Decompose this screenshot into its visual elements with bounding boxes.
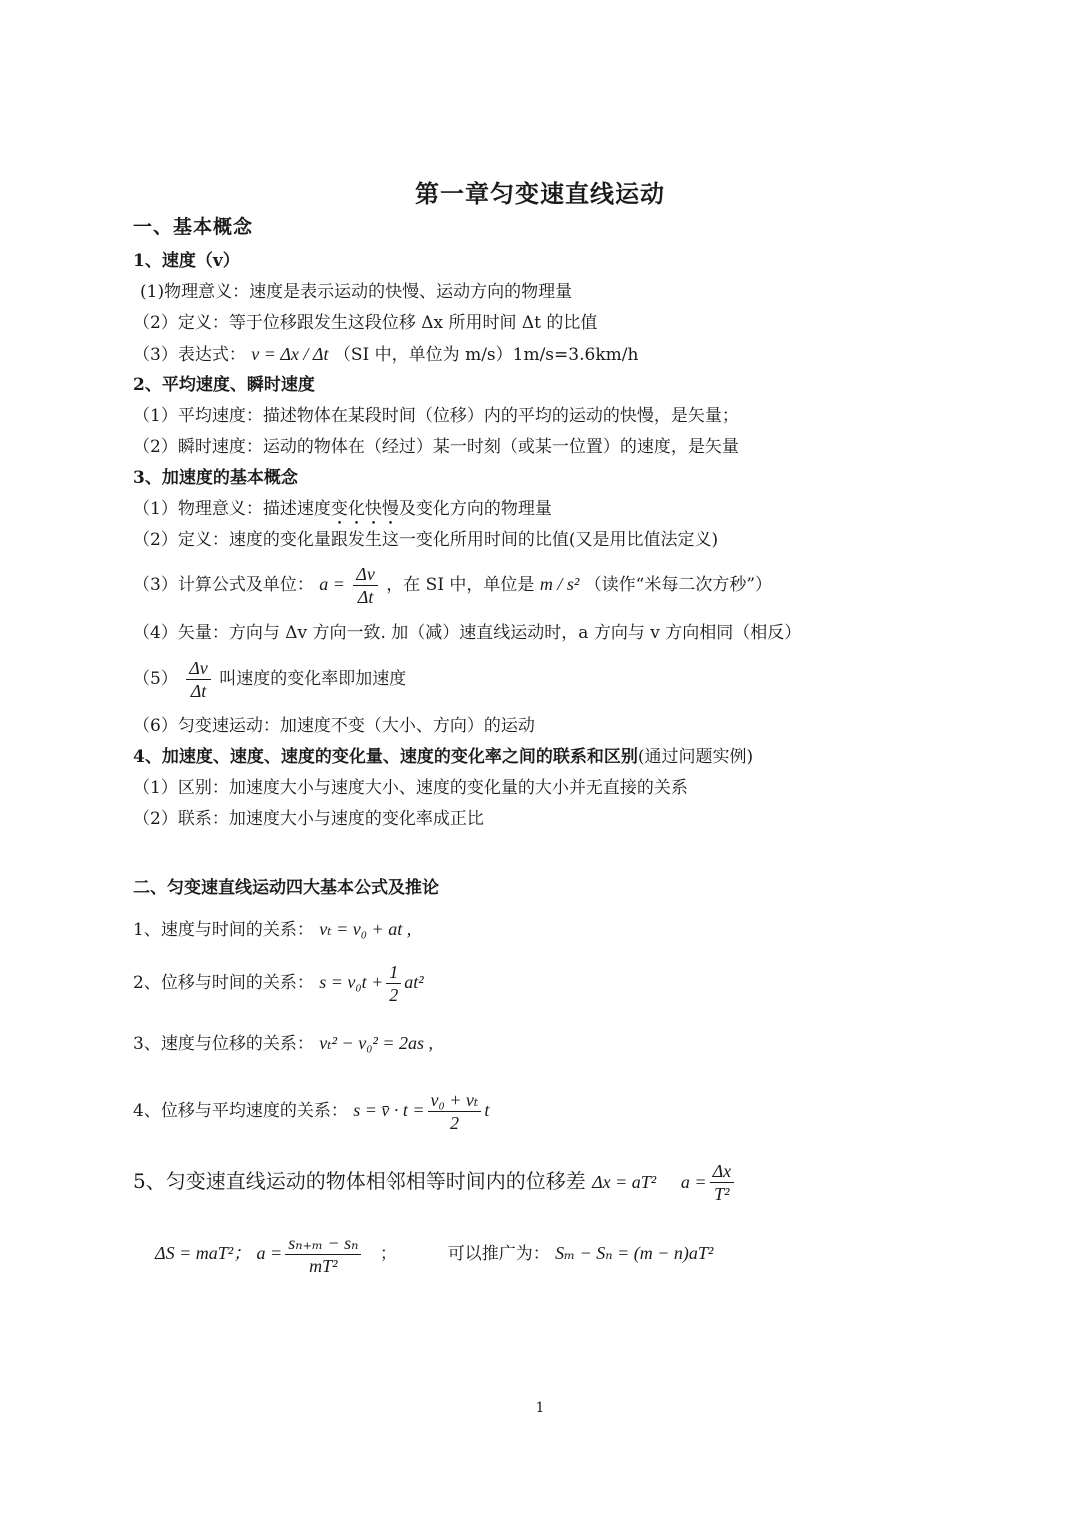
acceleration-vector: （4）矢量：方向与 Δv 方向一致. 加（减）速直线运动时，a 方向与 v 方向相同（相反） [133,623,802,643]
velocity-definition: （2）定义：等于位移跟发生这段位移 Δx 所用时间 Δt 的比值 [133,313,598,333]
formula-displacement-time: 2、位移与时间的关系： s = v₀t + $\frac{1}{2}$ at² [133,962,424,1005]
uniform-acceleration: （6）匀变速运动：加速度不变（大小、方向）的运动 [133,716,535,736]
page-title: 第一章匀变速直线运动 [415,179,665,208]
relation-connection: （2）联系：加速度大小与速度的变化率成正比 [133,809,484,829]
emphasis-text: 变化快慢 [330,499,399,519]
formula-average-velocity: 4、位移与平均速度的关系： s = v̄ · t = $\frac{\text{v₀ + vₜ}}{2}$ t [133,1090,490,1133]
unit-formula: m / s² [539,574,580,594]
fraction-dv-dt-2: $\frac{\Delta v}{\Delta t}$ [186,658,211,701]
rate-of-change-line: （5） $\frac{\Delta v}{\Delta t}$ 叫速度的变化率即加速度 [133,658,407,701]
velocity-meaning: (1)物理意义：速度是表示运动的快慢、运动方向的物理量 [140,282,573,302]
acceleration-formula-line: （3）计算公式及单位： a = $\frac{\Delta v}{\Delta t}$ ，在 SI 中，单位是 m / s² （读作“米每二次方秒”） [133,564,773,607]
section-heading-basic-concepts: 一、基本概念 [133,216,254,238]
page-number: 1 [535,1400,545,1416]
heading-relation: 4、加速度、速度、速度的变化量、速度的变化率之间的联系和区别(通过问题实例) [133,747,754,767]
acceleration-meaning: （1）物理意义：描述速度变化快慢及变化方向的物理量 [133,499,552,519]
fraction-dx-t2: $\frac{\Delta x}{\text{T²}}$ [710,1161,735,1204]
section-heading-formulas: 二、匀变速直线运动四大基本公式及推论 [133,878,439,898]
instant-velocity: （2）瞬时速度：运动的物体在（经过）某一时刻（或某一位置）的速度，是矢量 [133,437,739,457]
heading-average-instant-velocity: 2、平均速度、瞬时速度 [133,375,315,395]
fraction-dv-dt: $\frac{\Delta v}{\Delta t}$ [353,564,378,607]
formula-velocity-displacement: 3、速度与位移的关系： vₜ² − v₀² = 2as , [133,1033,433,1054]
velocity-formula: v = Δx / Δt [251,344,329,364]
relation-difference: （1）区别：加速度大小与速度大小、速度的变化量的大小并无直接的关系 [133,778,688,798]
formula-generalized: ΔS = maT²； a = $\frac{\text{sₙ₊ₘ − sₙ}}{\text{mT²}}$ ； 可以推广为： Sₘ − Sₙ = (m − n)aT² [155,1233,714,1276]
heading-acceleration: 3、加速度的基本概念 [133,468,298,488]
velocity-expression: （3）表达式： v = Δx / Δt （SI 中，单位为 m/s）1m/s=3.6km/h [133,344,639,365]
heading-velocity: 1、速度（v） [133,251,240,271]
average-velocity: （1）平均速度：描述物体在某段时间（位移）内的平均的运动的快慢，是矢量； [133,406,739,426]
acceleration-definition: （2）定义：速度的变化量跟发生这一变化所用时间的比值(又是用比值法定义) [133,530,719,550]
fraction-v0-vt: $\frac{\text{v₀ + vₜ}}{2}$ [428,1090,482,1133]
formula-velocity-time: 1、速度与时间的关系： vₜ = v₀ + at , [133,919,412,940]
formula-displacement-difference: 5、匀变速直线运动的物体相邻相等时间内的位移差 Δx = aT² a = $\frac{\Delta x}{\text{T²}}$ [133,1161,737,1204]
fraction-one-half: $\frac{1}{2}$ [386,962,401,1005]
fraction-sn-m: $\frac{\text{sₙ₊ₘ − sₙ}}{\text{mT²}}$ [285,1233,361,1276]
